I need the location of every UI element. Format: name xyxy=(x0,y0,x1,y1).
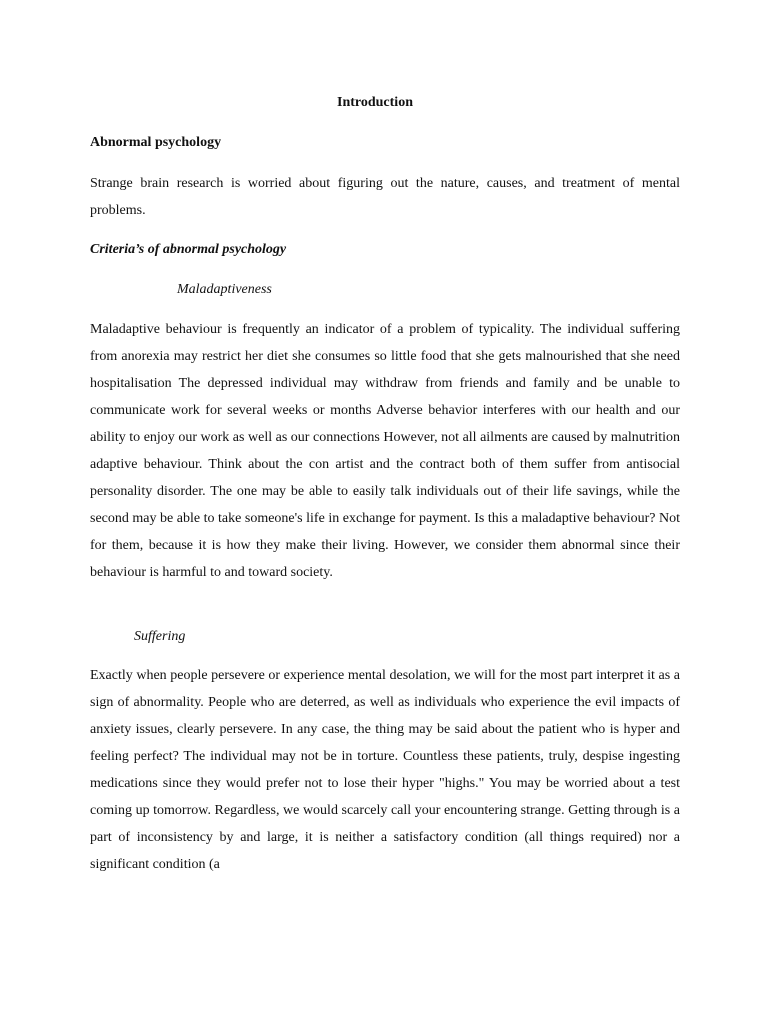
suffering-paragraph: Exactly when people persevere or experience mental desolation, we will for the most part interpret it as a sign of abnormality. People who are deterred, as well as individuals who experience the evil impacts of anxiety issues, clearly persevere. In any case, the thing may be said about the patient who is hyper and feeling perfect? The individual may not be in torture. Countless these patients, truly, despise ingesting medications since they would prefer not to lose their hyper "highs." You may be worried about a test coming up tomorrow. Regardless, we would scarcely call your encountering strange. Getting through is a part of inconsistency by and large, it is neither a satisfactory condition (all things required) nor a significant condition (a xyxy=(90,668,680,872)
section-heading-abnormal-psychology: Abnormal psychology xyxy=(90,135,222,150)
page-title: Introduction xyxy=(337,95,413,110)
intro-paragraph: Strange brain research is worried about figuring out the nature, causes, and treatment of mental problems. xyxy=(90,176,680,218)
suffering-heading: Suffering xyxy=(134,629,186,644)
criteria-heading: Criteria’s of abnormal psychology xyxy=(90,242,287,257)
maladaptiveness-heading: Maladaptiveness xyxy=(177,282,272,297)
maladaptiveness-paragraph: Maladaptive behaviour is frequently an indicator of a problem of typicality. The individual suffering from anorexia may restrict her diet she consumes so little food that she gets malnourished that she need hospitalisation The depressed individual may withdraw from friends and family and be unable to communicate work for several weeks or months Adverse behavior interferes with our health and our ability to enjoy our work as well as our connections However, not all ailments are caused by malnutrition adaptive behaviour. Think about the con artist and the contract both of them suffer from antisocial personality disorder. The one may be able to easily talk individuals out of their life savings, while the second may be able to take someone's life in exchange for payment. Is this a maladaptive behaviour? Not for them, because it is how they make their living. However, we consider them abnormal since their behaviour is harmful to and toward society. xyxy=(90,322,680,580)
